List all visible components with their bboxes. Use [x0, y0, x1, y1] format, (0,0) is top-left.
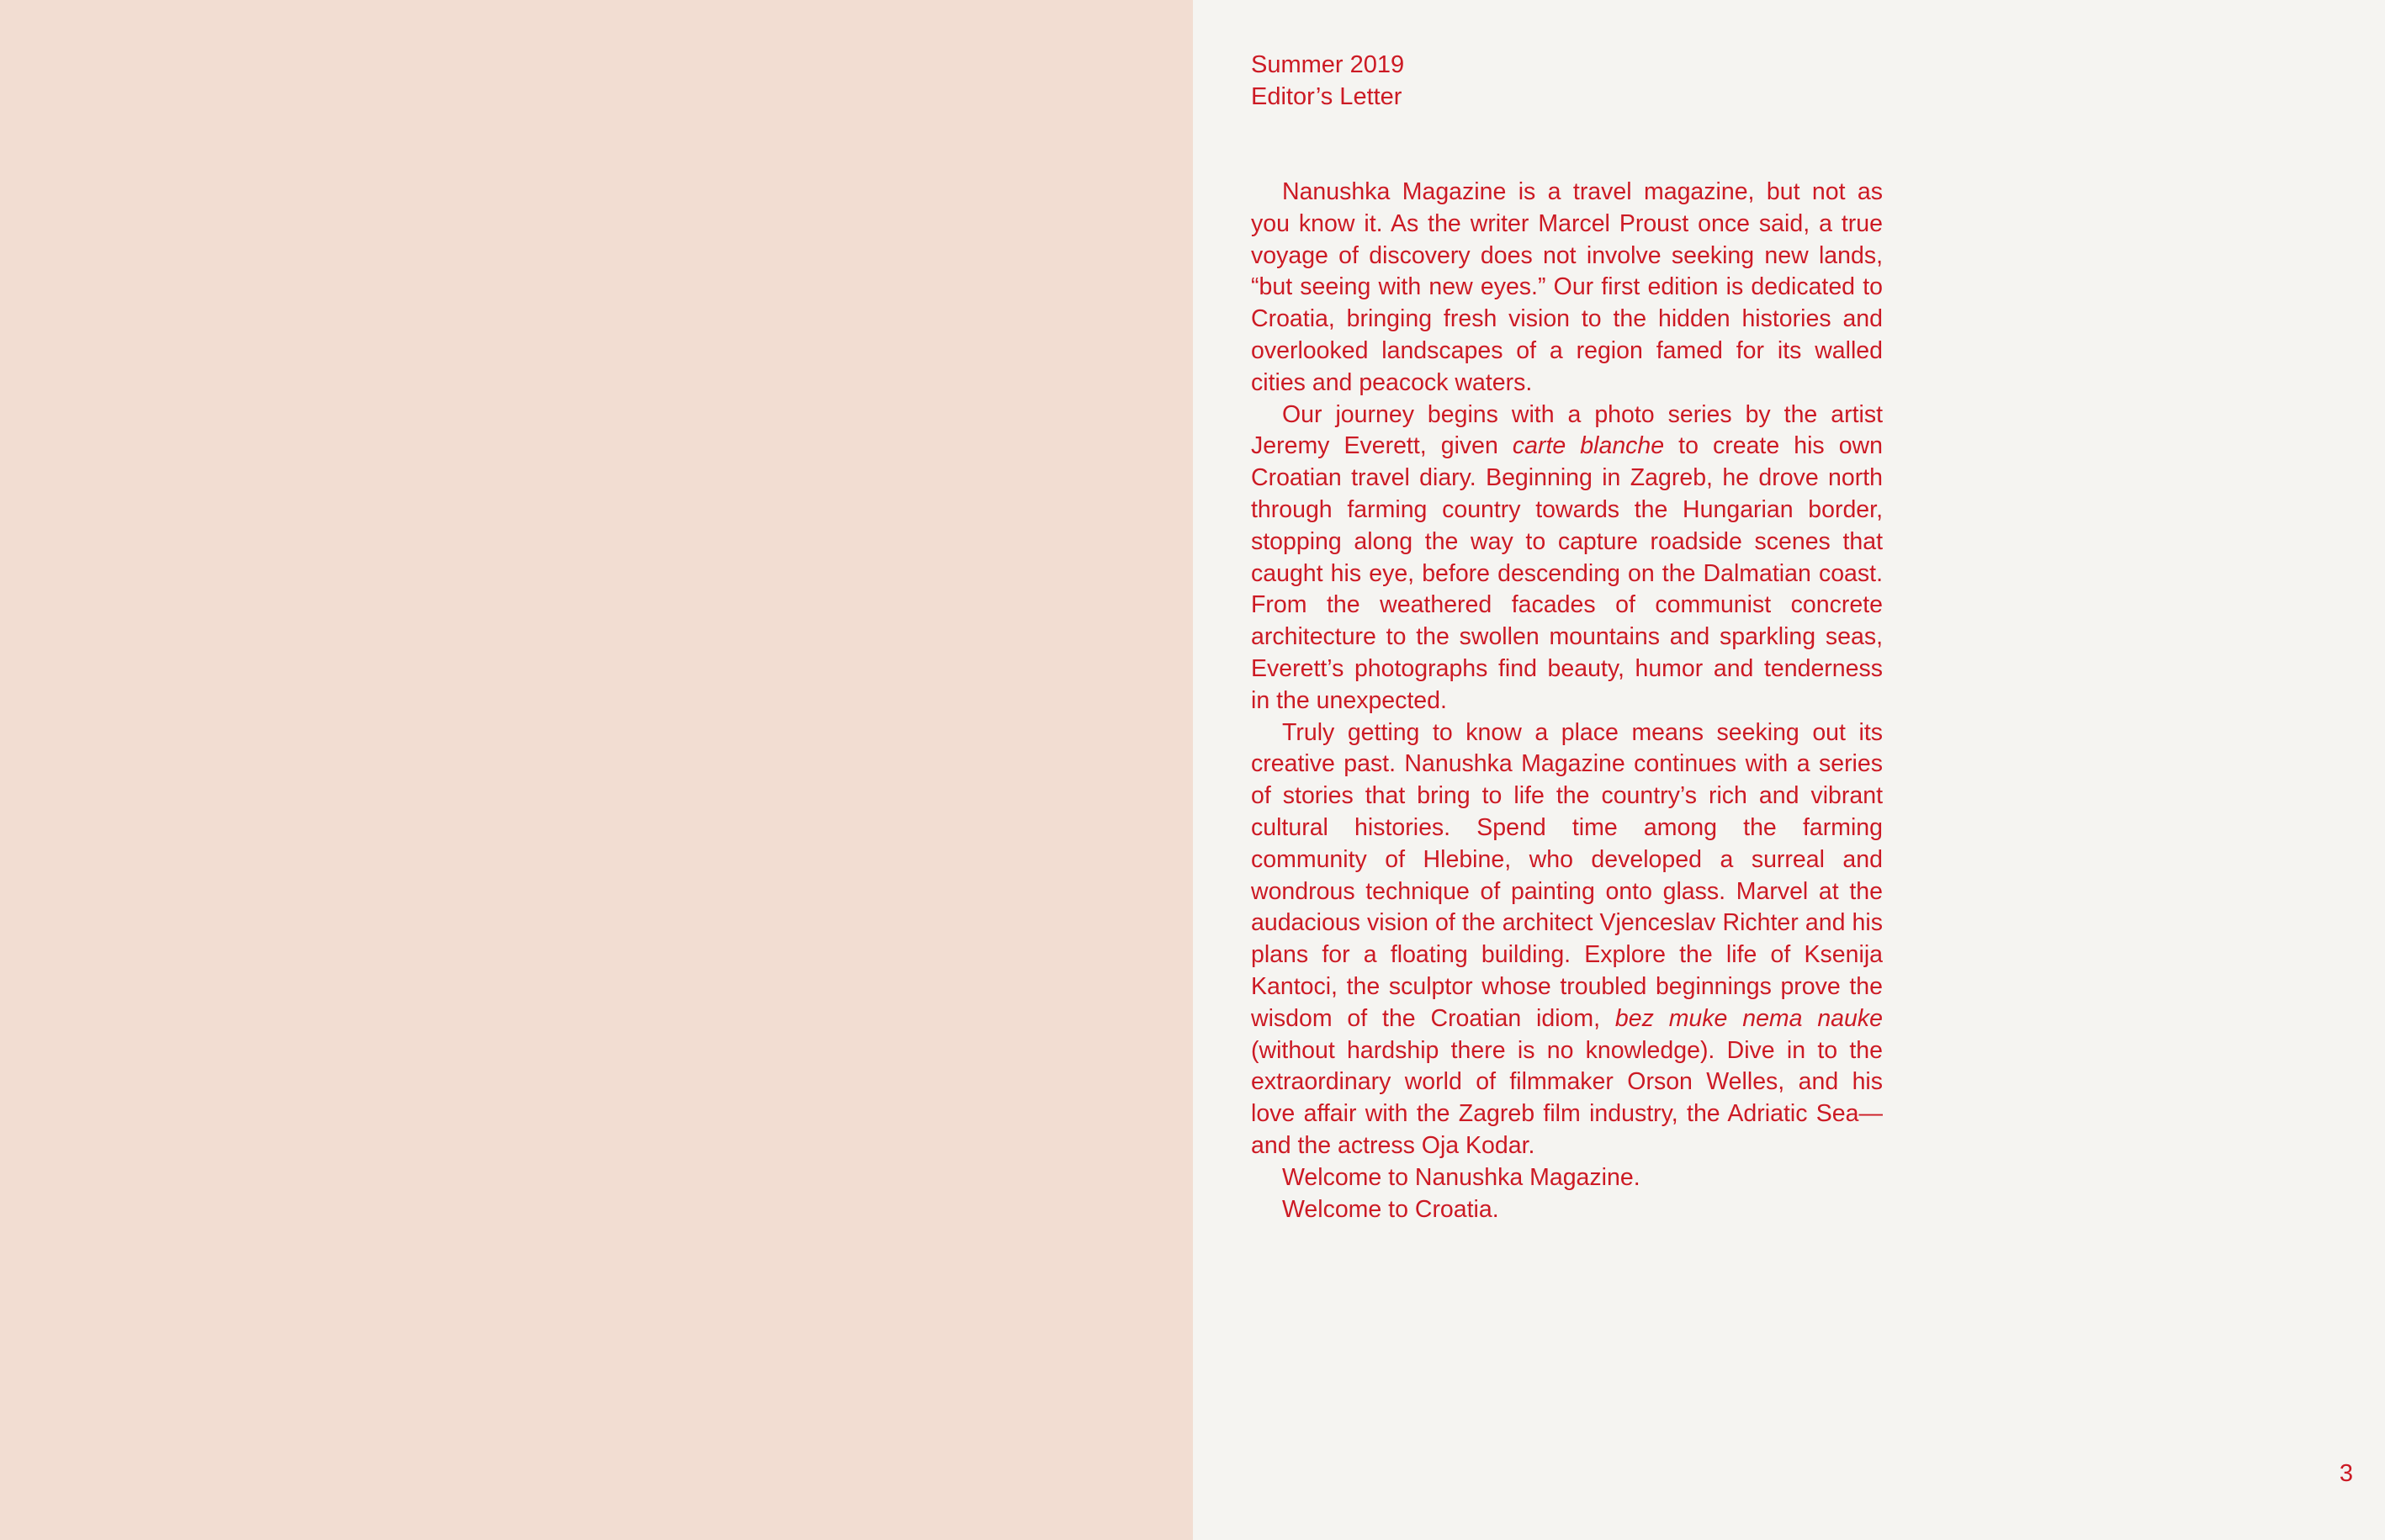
letter-paragraph-5: Welcome to Croatia. [1282, 1195, 1499, 1223]
paragraph-2-italic: carte blanche [1512, 432, 1665, 460]
page-number: 3 [2339, 1460, 2353, 1487]
letter-paragraph-2 [1251, 400, 1883, 717]
paragraph-2-text-a: Our journey begins with a photo series by the artist Jeremy Everett, given [1251, 400, 1883, 460]
issue-label: Summer 2019 [1251, 51, 1405, 78]
paragraph-3-text-b: (without hardship there is no knowledge). Dive in to the extraordinary world of filmmaker Orson Welles, and his love affair with the Zagreb film industry, the Adriatic Sea—and the actress Oja Kodar. [1251, 1036, 1883, 1159]
paragraph-2-text-b: to create his own Croatian travel diary. Beginning in Zagreb, he drove north through farming country towards the Hungarian border, stopping along the way to capture roadside scenes that caught his eye, before descending on the Dalmatian coast. From the weathered facades of communist concrete architecture to the swollen mountains and sparkling seas, Everett’s photographs find beauty, humor and tenderness in the unexpected. [1251, 432, 1883, 714]
letter-paragraph-1: Nanushka Magazine is a travel magazine, but not as you know it. As the writer Marcel Proust once said, a true voyage of discovery does not involve seeking new lands, “but seeing with new eyes.” Our first edition is dedicated to Croatia, bringing fresh vision to the hidden histories and overlooked landscapes of a region famed for its walled cities and peacock waters. [1251, 178, 1883, 396]
section-title: Editor’s Letter [1251, 83, 1402, 110]
paragraph-3-italic: bez muke nema nauke [1614, 1004, 1883, 1032]
paragraph-3-text-a: Truly getting to know a place means seeking out its creative past. Nanushka Magazine continues with a series of stories that bring to life the country’s rich and vibrant cultural histories. Spend time among the farming community of Hlebine, who developed a surreal and wondrous technique of painting onto glass. Marvel at the audacious vision of the architect Vjenceslav Richter and his plans for a floating building. Explore the life of Ksenija Kantoci, the sculptor whose troubled beginnings prove the wisdom of the Croatian idiom, [1251, 718, 1883, 1032]
page-header [1251, 49, 1404, 113]
right-page [1193, 0, 2385, 1540]
letter-paragraph-4: Welcome to Nanushka Magazine. [1282, 1163, 1640, 1191]
letter-paragraph-3 [1251, 717, 1883, 1162]
editors-letter-body [1251, 177, 1883, 1225]
